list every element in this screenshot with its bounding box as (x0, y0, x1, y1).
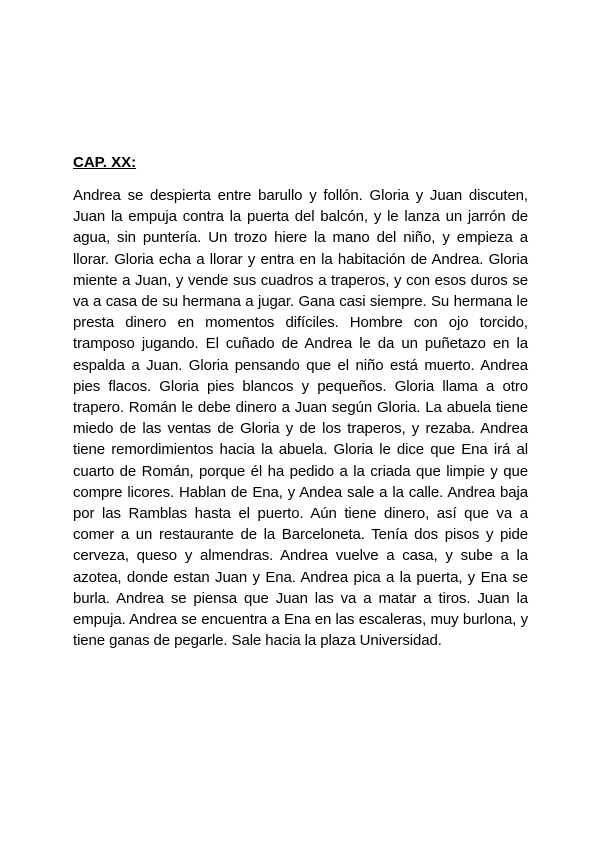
chapter-summary-paragraph: Andrea se despierta entre barullo y follón. Gloria y Juan discuten, Juan la empuja contra la puerta del balcón, y le lanza un jarrón de agua, sin puntería. Un trozo hiere la mano del niño, y empieza a llorar. Gloria echa a llorar y entra en la habitación de Andrea. Gloria miente a Juan, y vende sus cuadros a traperos, y con esos duros se va a casa de su hermana a jugar. Gana casi siempre. Su hermana le presta dinero en momentos difíciles. Hombre con ojo torcido, tramposo jugando. El cuñado de Andrea le da un puñetazo en la espalda a Juan. Gloria pensando que el niño está muerto. Andrea pies flacos. Gloria pies blancos y pequeños. Gloria llama a otro trapero. Román le debe dinero a Juan según Gloria. La abuela tiene miedo de las ventas de Gloria y de los traperos, y rezaba. Andrea tiene remordimientos hacia la abuela. Gloria le dice que Ena irá al cuarto de Román, porque él ha pedido a la criada que limpie y que compre licores. Hablan de Ena, y Andea sale a la calle. Andrea baja por las Ramblas hasta el puerto. Aún tiene dinero, así que va a comer a un restaurante de la Barceloneta. Tenía dos pisos y pide cerveza, queso y almendras. Andrea vuelve a casa, y sube a la azotea, donde estan Juan y Ena. Andrea pica a la puerta, y Ena se burla. Andrea se piensa que Juan las va a matar a tiros. Juan la empuja. Andrea se encuentra a Ena en las escaleras, muy burlona, y tiene ganas de pegarle. Sale hacia la plaza Universidad. (73, 187, 528, 650)
chapter-heading: CAP. XX: (73, 154, 137, 171)
